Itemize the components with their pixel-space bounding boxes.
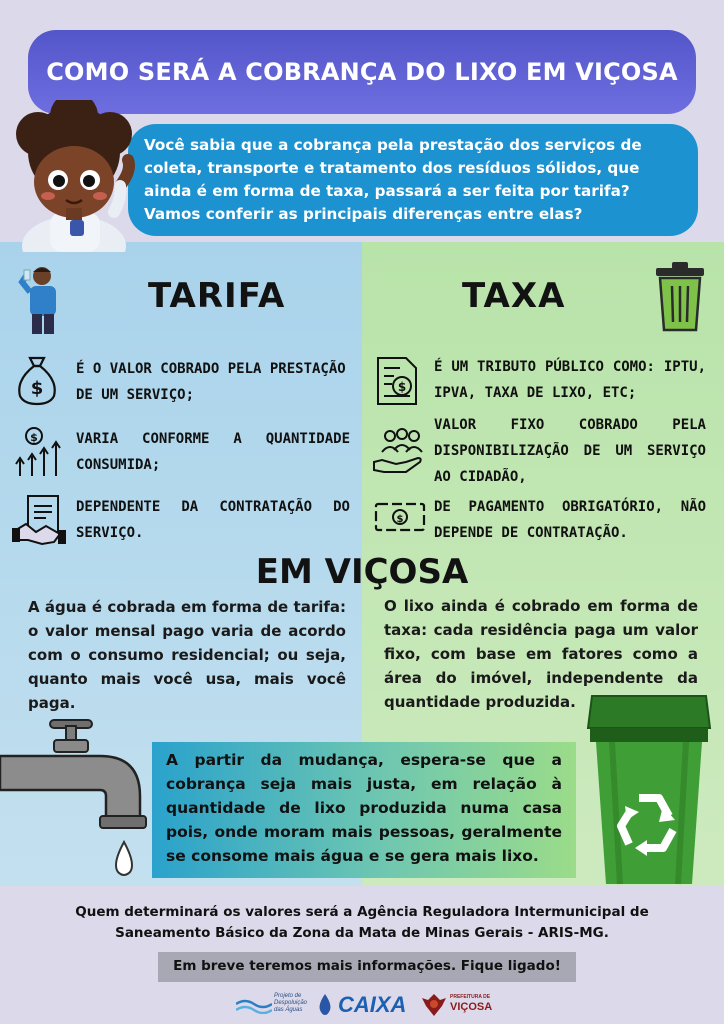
taxa-title: TAXA — [462, 276, 566, 316]
faucet-icon — [0, 716, 156, 888]
girl-avatar — [10, 100, 150, 252]
mudanca-box — [152, 742, 576, 878]
intro-speech-bubble — [128, 124, 698, 236]
vicosa-crest-icon — [420, 992, 448, 1018]
tarifa-item-2: VARIA CONFORME A QUANTIDADE CONSUMIDA; — [76, 431, 350, 473]
taxa-item-2: VALOR FIXO COBRADO PELA DISPONIBILIZAÇÃO DE UM SERVIÇO AO CIDADÃO, — [434, 417, 706, 485]
tarifa-title: TARIFA — [148, 276, 286, 316]
banknote-icon — [374, 500, 426, 534]
tax-document-icon — [374, 356, 420, 406]
people-hand-icon — [372, 428, 426, 476]
prefeitura-label: PREFEITURA DE — [450, 994, 491, 1000]
tarifa-item-1: É O VALOR COBRADO PELA PRESTAÇÃO DE UM SERVIÇO; — [76, 361, 346, 403]
svg-text:$: $ — [397, 380, 407, 394]
money-bag-icon — [14, 354, 60, 406]
agua-paragraph: A água é cobrada em forma de tarifa: o valor mensal pago varia de acordo com o consumo residencial; ou seja, quanto mais você usa, mais você paga. — [28, 598, 346, 712]
saae-drop-icon — [318, 994, 332, 1016]
svg-text:$: $ — [396, 514, 404, 525]
em-vicosa-title: EM VIÇOSA — [255, 552, 469, 592]
contract-handshake-icon — [12, 494, 66, 548]
page-title: COMO SERÁ A COBRANÇA DO LIXO EM VIÇOSA — [46, 58, 678, 86]
recycle-bin-icon — [584, 692, 714, 892]
agency-text: Quem determinará os valores será a Agência Reguladora Intermunicipal de Saneamento Básico da Zona da Mata de Minas Gerais - ARIS-MG. — [75, 904, 649, 941]
taxa-item-1: É UM TRIBUTO PÚBLICO COMO: IPTU, IPVA, TAXA DE LIXO, ETC; — [434, 359, 706, 401]
intro-text: Você sabia que a cobrança pela prestação dos serviços de coleta, transporte e tratamento dos resíduos sólidos, que ainda é em forma de taxa, passará a ser feita por tarifa? Vamos conferir as principais diferenças entre elas? — [144, 136, 642, 223]
notice-banner — [158, 952, 576, 982]
notice-text: Em breve teremos mais informações. Fique ligado! — [173, 958, 561, 974]
svg-text:$: $ — [30, 378, 44, 399]
caixa-logo: CAIXA — [338, 992, 407, 1017]
lixo-paragraph: O lixo ainda é cobrado em forma de taxa: cada residência paga um valor fixo, com base em fatores como a área do imóvel, independente da quantidade produzida. — [384, 597, 698, 711]
tarifa-item-3: DEPENDENTE DA CONTRATAÇÃO DO SERVIÇO. — [76, 499, 350, 541]
taxa-item-3: DE PAGAMENTO OBRIGATÓRIO, NÃO DEPENDE DE CONTRATAÇÃO. — [434, 499, 706, 541]
projeto-logo: Projeto de Despoluição das Águas — [274, 993, 308, 1013]
svg-text:$: $ — [30, 431, 38, 444]
vicosa-logo: VIÇOSA — [450, 1001, 493, 1013]
man-drinking-icon — [18, 264, 68, 336]
trash-can-icon — [652, 262, 708, 332]
waves-icon — [236, 998, 272, 1014]
partner-logos — [232, 992, 532, 1020]
mudanca-text: A partir da mudança, espera-se que a cobrança seja mais justa, em relação à quantidade de lixo produzida numa casa pois, onde moram mais pessoas, geralmente se consome mais água e se gera mais lixo. — [166, 751, 562, 865]
growth-coins-icon — [14, 426, 64, 478]
